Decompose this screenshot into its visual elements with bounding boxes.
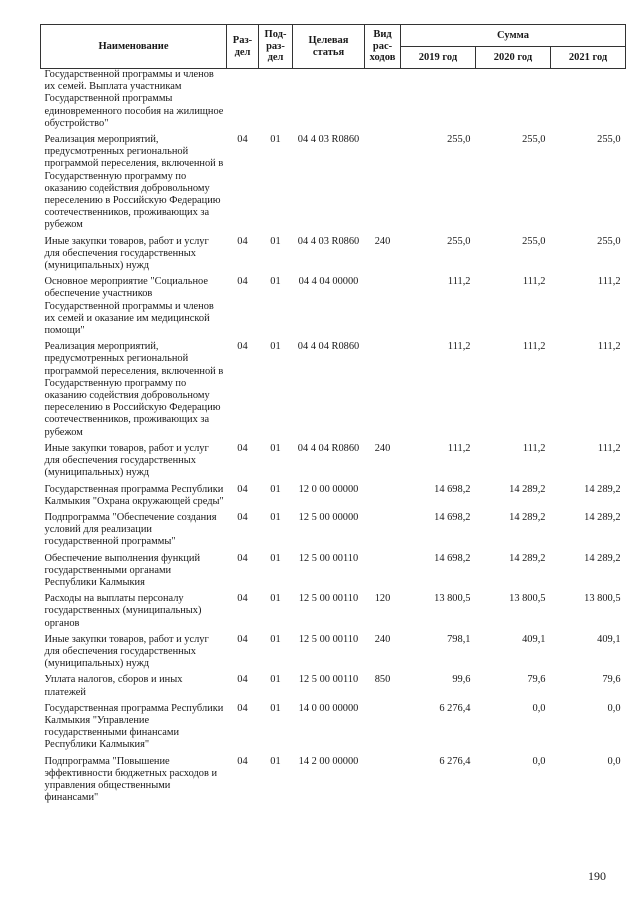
row-expense-type-cell bbox=[365, 276, 401, 341]
row-sum-2019-cell: 14 698,2 bbox=[434, 511, 471, 523]
row-target-article-cell: 12 5 00 00000 bbox=[298, 511, 359, 523]
row-sum-2020-cell: 111,2 bbox=[522, 442, 546, 454]
row-target-article-cell: 04 4 04 R0860 bbox=[297, 442, 360, 454]
row-sum-2020-cell: 14 289,2 bbox=[509, 483, 546, 495]
row-sum-2020-cell: 409,1 bbox=[522, 633, 546, 645]
row-razdel-cell: 04 bbox=[237, 483, 248, 495]
row-expense-type-cell: 240 bbox=[374, 442, 391, 454]
table-row bbox=[41, 634, 626, 675]
row-expense-type-cell: 850 bbox=[374, 674, 391, 686]
row-expense-type-cell bbox=[365, 341, 401, 443]
row-name-cell: Иные закупки товаров, работ и услуг для обеспечения государственных (муниципальных) нужд bbox=[44, 235, 209, 272]
table-row bbox=[41, 443, 626, 484]
row-target-article-cell: 04 4 04 00000 bbox=[298, 276, 359, 288]
row-podrazdel-cell: 01 bbox=[270, 674, 281, 686]
row-sum-2021-cell: 14 289,2 bbox=[584, 511, 621, 523]
header-target-article: Целевая статья bbox=[293, 25, 365, 69]
header-razdel: Раз- дел bbox=[227, 25, 259, 69]
table-header bbox=[41, 25, 626, 69]
table-row bbox=[41, 276, 626, 341]
row-target-article-cell: 14 0 00 00000 bbox=[298, 702, 359, 714]
row-sum-2021-cell: 111,2 bbox=[597, 276, 621, 288]
row-sum-2019-cell: 111,2 bbox=[447, 341, 471, 353]
row-expense-type-cell bbox=[365, 703, 401, 756]
row-podrazdel-cell: 01 bbox=[270, 235, 281, 247]
row-expense-type-cell bbox=[365, 484, 401, 512]
row-target-article-cell: 04 4 03 R0860 bbox=[297, 134, 360, 146]
row-name-cell: Уплата налогов, сборов и иных платежей bbox=[44, 674, 183, 698]
row-podrazdel-cell: 01 bbox=[270, 511, 281, 523]
row-razdel-cell: 04 bbox=[237, 235, 248, 247]
row-sum-2019-cell bbox=[401, 69, 476, 135]
row-razdel-cell: 04 bbox=[237, 134, 248, 146]
row-podrazdel-cell: 01 bbox=[270, 341, 281, 353]
row-sum-2020-cell: 79,6 bbox=[527, 674, 546, 686]
row-name-cell: Государственная программа Республики Калмыкия "Управление государственными финансами Республики Калмыкия" bbox=[44, 702, 224, 751]
row-sum-2020-cell: 14 289,2 bbox=[509, 511, 546, 523]
row-podrazdel-cell: 01 bbox=[270, 442, 281, 454]
row-razdel-cell: 04 bbox=[237, 442, 248, 454]
row-name-cell: Государственной программы и членов их семей. Выплата участникам Государственной программы единовременного пособия на жилищное обустройство" bbox=[44, 69, 224, 129]
row-sum-2020-cell bbox=[476, 69, 551, 135]
row-sum-2020-cell: 255,0 bbox=[522, 134, 546, 146]
row-sum-2021-cell: 111,2 bbox=[597, 442, 621, 454]
table-row bbox=[41, 703, 626, 756]
header-podrazdel: Под- раз- дел bbox=[259, 25, 293, 69]
row-sum-2020-cell: 0,0 bbox=[532, 702, 546, 714]
row-target-article-cell: 12 5 00 00110 bbox=[298, 593, 359, 605]
table-row bbox=[41, 756, 626, 809]
header-name: Наименование bbox=[41, 25, 227, 69]
budget-table bbox=[40, 24, 626, 808]
row-sum-2021-cell: 14 289,2 bbox=[584, 483, 621, 495]
row-sum-2021-cell: 409,1 bbox=[597, 633, 621, 645]
row-sum-2019-cell: 111,2 bbox=[447, 276, 471, 288]
row-sum-2019-cell: 111,2 bbox=[447, 442, 471, 454]
row-sum-2020-cell: 111,2 bbox=[522, 341, 546, 353]
row-name-cell: Иные закупки товаров, работ и услуг для обеспечения государственных (муниципальных) нужд bbox=[44, 442, 209, 479]
row-sum-2019-cell: 798,1 bbox=[447, 633, 471, 645]
row-razdel-cell: 04 bbox=[237, 674, 248, 686]
header-year-2020: 2020 год bbox=[476, 47, 551, 69]
row-sum-2021-cell: 13 800,5 bbox=[584, 593, 621, 605]
table-body bbox=[41, 69, 626, 809]
row-sum-2021-cell: 111,2 bbox=[597, 341, 621, 353]
row-podrazdel-cell: 01 bbox=[270, 593, 281, 605]
row-name-cell: Обеспечение выполнения функций государственными органами Республики Калмыкия bbox=[44, 552, 201, 588]
row-sum-2021-cell: 14 289,2 bbox=[584, 552, 621, 564]
row-sum-2020-cell: 255,0 bbox=[522, 235, 546, 247]
row-sum-2021-cell: 0,0 bbox=[607, 702, 621, 714]
table-row bbox=[41, 553, 626, 594]
row-target-article-cell: 12 5 00 00110 bbox=[298, 552, 359, 564]
row-razdel-cell: 04 bbox=[237, 702, 248, 714]
row-expense-type-cell: 120 bbox=[374, 593, 391, 605]
budget-document-page bbox=[40, 24, 625, 821]
row-podrazdel-cell: 01 bbox=[270, 755, 281, 767]
row-sum-2019-cell: 6 276,4 bbox=[439, 755, 471, 767]
row-name-cell: Иные закупки товаров, работ и услуг для обеспечения государственных (муниципальных) нужд bbox=[44, 633, 209, 670]
row-sum-2020-cell: 13 800,5 bbox=[509, 593, 546, 605]
row-expense-type-cell: 240 bbox=[374, 633, 391, 645]
row-razdel-cell: 04 bbox=[237, 511, 248, 523]
header-year-2021: 2021 год bbox=[551, 47, 626, 69]
row-podrazdel-cell: 01 bbox=[270, 483, 281, 495]
row-sum-2019-cell: 6 276,4 bbox=[439, 702, 471, 714]
table-row bbox=[41, 134, 626, 236]
row-sum-2019-cell: 13 800,5 bbox=[434, 593, 471, 605]
row-razdel-cell: 04 bbox=[237, 552, 248, 564]
row-sum-2019-cell: 14 698,2 bbox=[434, 483, 471, 495]
row-target-article-cell: 12 5 00 00110 bbox=[298, 674, 359, 686]
row-razdel-cell: 04 bbox=[237, 276, 248, 288]
row-sum-2021-cell: 79,6 bbox=[602, 674, 621, 686]
row-sum-2019-cell: 99,6 bbox=[452, 674, 471, 686]
row-sum-2019-cell: 255,0 bbox=[447, 134, 471, 146]
row-sum-2020-cell: 14 289,2 bbox=[509, 552, 546, 564]
row-razdel-cell: 04 bbox=[237, 755, 248, 767]
row-expense-type-cell bbox=[365, 553, 401, 594]
page-number: 190 bbox=[588, 869, 606, 883]
row-name-cell: Подпрограмма "Повышение эффективности бюджетных расходов и управления общественными финансами" bbox=[44, 755, 218, 804]
row-name-cell: Подпрограмма "Обеспечение создания условий для реализации государственной программы" bbox=[44, 511, 217, 548]
table-row bbox=[41, 484, 626, 512]
table-row bbox=[41, 593, 626, 634]
row-expense-type-cell bbox=[365, 756, 401, 809]
row-target-article-cell: 04 4 03 R0860 bbox=[297, 235, 360, 247]
header-expense-type: Вид рас- ходов bbox=[365, 25, 401, 69]
row-target-article-cell bbox=[293, 69, 365, 135]
table-row bbox=[41, 512, 626, 553]
row-podrazdel-cell: 01 bbox=[270, 552, 281, 564]
row-razdel-cell bbox=[227, 69, 259, 135]
row-target-article-cell: 14 2 00 00000 bbox=[298, 755, 359, 767]
row-expense-type-cell bbox=[365, 69, 401, 135]
row-razdel-cell: 04 bbox=[237, 341, 248, 353]
row-podrazdel-cell: 01 bbox=[270, 134, 281, 146]
row-target-article-cell: 04 4 04 R0860 bbox=[297, 341, 360, 353]
row-podrazdel-cell: 01 bbox=[270, 702, 281, 714]
row-sum-2021-cell: 0,0 bbox=[607, 755, 621, 767]
table-row bbox=[41, 674, 626, 702]
row-razdel-cell: 04 bbox=[237, 593, 248, 605]
header-sum: Сумма bbox=[401, 25, 626, 47]
row-expense-type-cell: 240 bbox=[374, 235, 391, 247]
header-year-2019: 2019 год bbox=[401, 47, 476, 69]
row-expense-type-cell bbox=[365, 512, 401, 553]
row-podrazdel-cell: 01 bbox=[270, 633, 281, 645]
row-name-cell: Государственная программа Республики Калмыкия "Охрана окружающей среды" bbox=[44, 483, 224, 507]
row-name-cell: Расходы на выплаты персоналу государственных (муниципальных) органов bbox=[44, 593, 202, 629]
table-row bbox=[41, 341, 626, 443]
table-row bbox=[41, 69, 626, 135]
row-razdel-cell: 04 bbox=[237, 633, 248, 645]
row-name-cell: Основное мероприятие "Социальное обеспечение участников Государственной программы и членов их семей и оказание им медицинской помощи" bbox=[44, 276, 214, 337]
row-sum-2019-cell: 255,0 bbox=[447, 235, 471, 247]
row-podrazdel-cell: 01 bbox=[270, 276, 281, 288]
row-expense-type-cell bbox=[365, 134, 401, 236]
row-sum-2021-cell bbox=[551, 69, 626, 135]
table-row bbox=[41, 236, 626, 277]
row-sum-2019-cell: 14 698,2 bbox=[434, 552, 471, 564]
row-podrazdel-cell bbox=[259, 69, 293, 135]
row-sum-2020-cell: 0,0 bbox=[532, 755, 546, 767]
row-sum-2021-cell: 255,0 bbox=[597, 134, 621, 146]
row-name-cell: Реализация мероприятий, предусмотренных региональной программой переселения, включенной в Государственную программу по оказанию содействия добровольному переселению в Российскую Федерацию соотечественников, проживающих за рубежом bbox=[44, 341, 224, 438]
row-target-article-cell: 12 5 00 00110 bbox=[298, 633, 359, 645]
row-sum-2020-cell: 111,2 bbox=[522, 276, 546, 288]
row-sum-2021-cell: 255,0 bbox=[597, 235, 621, 247]
row-target-article-cell: 12 0 00 00000 bbox=[298, 483, 359, 495]
row-name-cell: Реализация мероприятий, предусмотренных региональной программой переселения, включенной в Государственную программу по оказанию содействия добровольному переселению в Российскую Федерацию соотечественников, проживающих за рубежом bbox=[44, 134, 224, 231]
